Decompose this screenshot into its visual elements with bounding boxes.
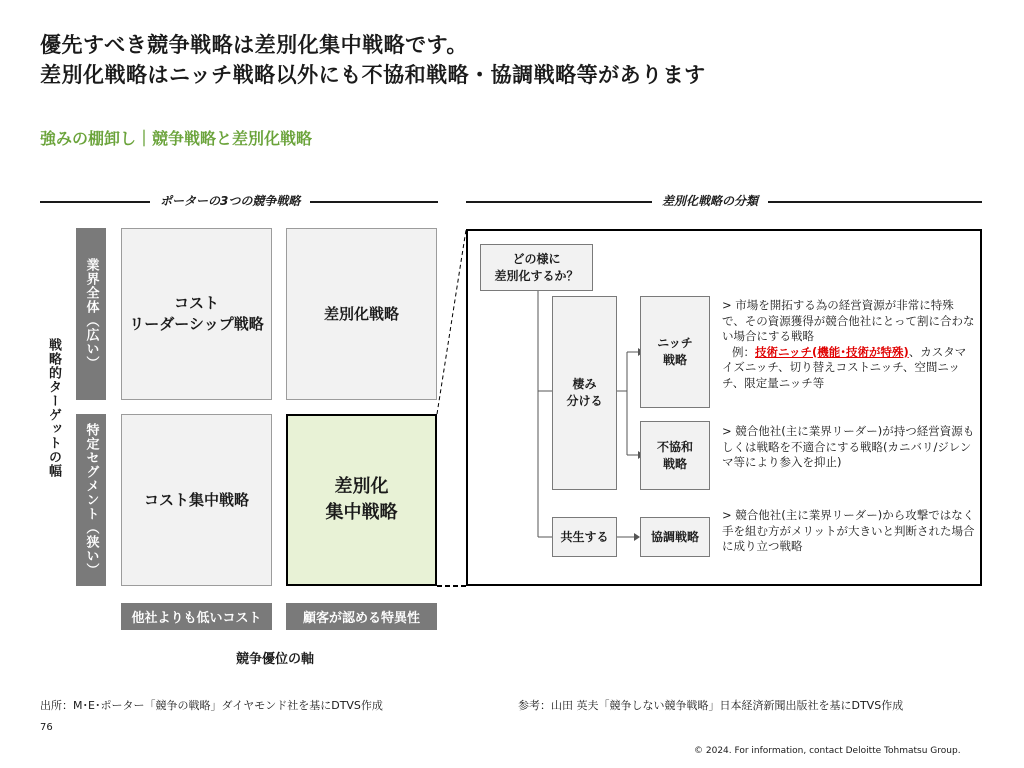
cell-differentiation: 差別化戦略 [286,228,437,400]
source-right: 参考：山田 英夫「競争しない競争戦略」日本経済新聞出版社を基にDTVS作成 [518,699,904,712]
cell-cost-focus: コスト集中戦略 [121,414,272,586]
source-left: 出所：M･E･ポーター「競争の戦略」ダイヤモンド社を基にDTVS作成 [40,699,383,712]
copyright: © 2024. For information, contact Deloitte Tohmatsu Group. [694,746,961,756]
diff-heading: 差別化戦略の分類 [652,192,768,209]
cell-cost-leadership: コスト リーダーシップ戦略 [121,228,272,400]
discord-strategy-box: 不協和 戦略 [640,421,710,490]
section-subtitle: 強みの棚卸し｜競争戦略と差別化戦略 [40,129,313,148]
coop-description: > 競合他社(主に業界リーダー)から攻撃ではなく手を組む方がメリットが大きいと判断された場合に成り立つ戦略 [722,508,975,553]
root-question-box: どの様に 差別化するか？ [480,244,593,291]
niche-desc-text: > 市場を開拓する為の経営資源が非常に特殊で、その資源獲得が競合他社にとって割に合わない場合にする戦略 [722,298,975,343]
niche-example-label: 例： [732,344,755,359]
discord-description: > 競合他社(主に業界リーダー)が持つ経営資源もしくは戦略を不適合にする戦略(カニバリ/ジレンマ等により参入を抑止) [722,424,975,469]
branch-separate-box: 棲み 分ける [552,296,617,490]
col-label-low-cost: 他社よりも低いコスト [121,603,272,630]
porter-heading: ポーターの3つの競争戦略 [150,192,310,209]
niche-strategy-box: ニッチ 戦略 [640,296,710,408]
coop-strategy-box: 協調戦略 [640,517,710,557]
col-label-uniqueness: 顧客が認める特異性 [286,603,437,630]
row-label-narrow: 特定セグメント（狭い） [76,414,106,586]
y-axis-label: 戦略的ターゲットの幅 [46,338,61,478]
row-label-broad: 業界全体（広い） [76,228,106,400]
niche-example-rest: 、カスタマイズニッチ、切り替えコストニッチ、空間ニッチ、限定量ニッチ等 [722,344,967,390]
branch-coexist-box: 共生する [552,517,617,557]
cell-differentiation-focus: 差別化 集中戦略 [286,414,437,586]
x-axis-label: 競争優位の軸 [236,652,315,667]
page-number: 76 [40,722,53,733]
niche-description [722,298,976,391]
niche-example-highlight: 技術ニッチ(機能･技術が特殊) [755,344,909,359]
title-line-2: 差別化戦略はニッチ戦略以外にも不協和戦略・協調戦略等があります [40,63,706,87]
title-line-1: 優先すべき競争戦略は差別化集中戦略です。 [40,33,468,57]
